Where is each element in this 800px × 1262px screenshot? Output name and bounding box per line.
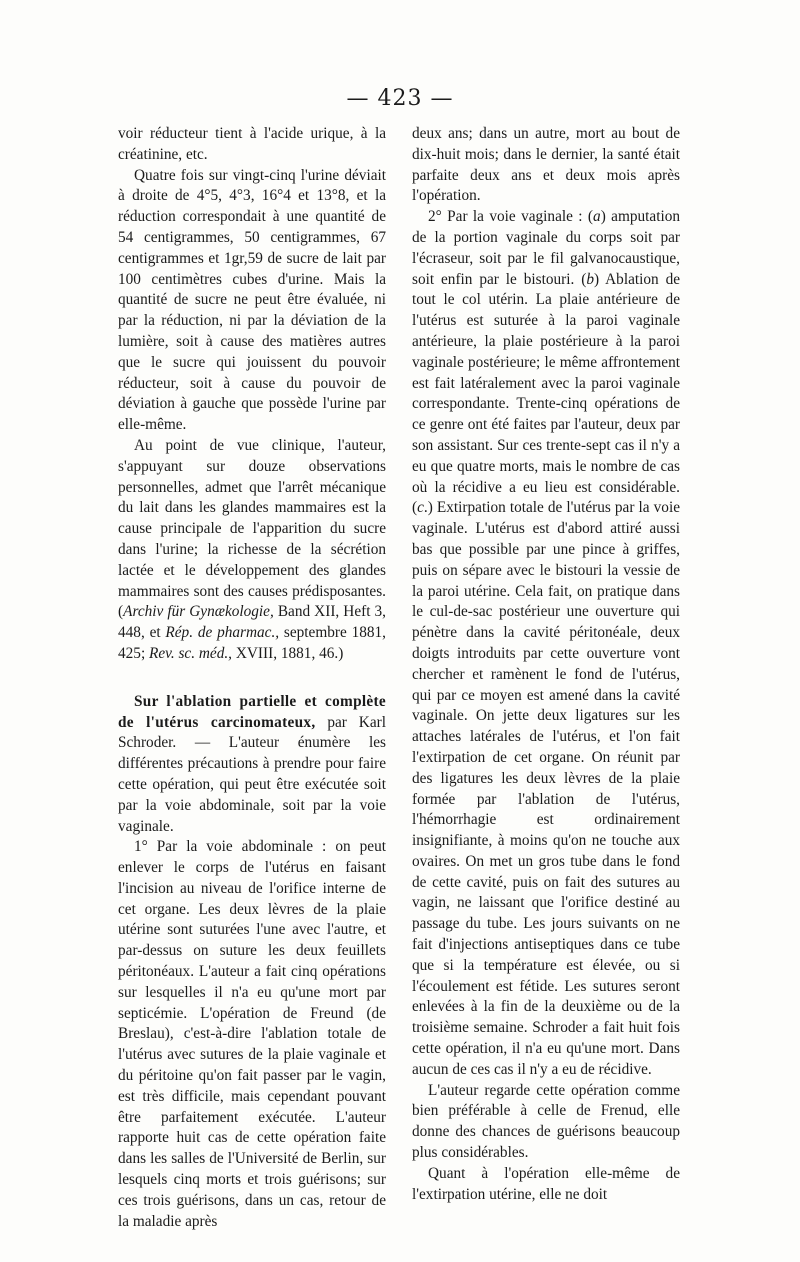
enum-letter: a (593, 208, 601, 226)
page-number: — 423 — (346, 86, 454, 111)
paragraph: L'auteur regarde cette opération comme bien préférable à celle de Frenud, elle donne des chances de guérisons beaucoup plus considérables. (412, 1081, 680, 1162)
paragraph-text: XVIII, 1881, 46.) (232, 644, 344, 662)
paragraph-text: par Karl Schroder. — L'auteur énumère les différentes précautions à prendre pour faire cette opération, qui peut être exécutée soit par la voie abdominale, soit par la voie vaginale. (118, 713, 386, 835)
paragraph-text: ) Ablation de tout le col utérin. La plaie antérieure de l'utérus est suturée à la paroi vaginale antérieure, la plaie postérieure à la paroi vaginale postérieure; le même affrontement est fait latéralement avec la paroi vaginale correspondante. Trente-cinq opérations de ce genre ont été faites par l'auteur, deux par son assistant. Sur ces trente-sept cas il n'y a eu que quatre morts, mais le nombre de cas où la récidive a eu lieu est considérable. ( (412, 270, 681, 517)
paragraph-text: Band XII, Heft 3, 448, et (118, 603, 386, 642)
paragraph-text: .) Extirpation totale de l'utérus par la voie vaginale. L'utérus est d'abord attiré aussi bas que possible par une pince à griffes, puis on sépare avec le bistouri la vessie de la paroi utérine. Cela fait, on pratique dans le cul-de-sac postérieur une ouverture qui pénètre dans la cavité péritonéale, deux doigts introduits par cette ouverture vont chercher et ramènent le fond de l'utérus, qui par ce moyen est amené dans la cavité vaginale. On jette deux ligatures sur les attaches latérales de l'utérus, et l'on fait l'extirpation de cet organe. On réunit par des ligatures les deux lèvres de la plaie formée par l'ablation de l'utérus, l'hémorrhagie est ordinairement insignifiante, à moins qu'on ne touche aux ovaires. On met un gros tube dans le fond de cette cavité, puis on fait des sutures au vagin, ne laissant que l'orifice destiné au passage du tube. Les jours suivants on ne fait d'injections antiseptiques dans ce tube que si la température est élevée, ou si l'écoulement est fétide. Les sutures seront enlevées à la fin de la deuxième ou de la troisième semaine. Schroder a fait huit fois cette opération, il n'a eu qu'une mort. Dans aucun de ces cas il n'y a eu de récidive. (412, 499, 680, 1078)
enum-letter: c (417, 499, 424, 517)
reference-title: Rev. sc. méd., (149, 644, 232, 662)
paragraph-text: Au point de vue clinique, l'auteur, s'appuyant sur douze observations personnelles, admet que l'arrêt mécanique du lait dans les glandes mammaires est la cause principale de l'apparition du sucre dans l'urine; la richesse de la sécrétion lactée et le développement des glandes mammaires sont des causes prédisposantes. ( (118, 436, 386, 621)
right-column (412, 124, 680, 1205)
paragraph-text: septembre 1881, 425; (118, 624, 386, 662)
paragraph-with-references (118, 436, 386, 665)
paragraph: Quant à l'opération elle-même de l'extirpation utérine, elle ne doit (412, 1164, 680, 1203)
section-gap (118, 665, 386, 692)
section-paragraph (118, 692, 386, 838)
paragraph: 1° Par la voie abdominale : on peut enlever le corps de l'utérus en faisant l'incision au niveau de l'orifice interne de cet organe. Les deux lèvres de la plaie utérine sont suturées l'une avec l'autre, et par-dessus on suture les deux feuillets péritonéaux. L'auteur a fait cinq opérations sur lesquelles il n'a eu qu'une mort par septicémie. L'opération de Freund (de Breslau), c'est-à-dire l'ablation totale de l'utérus avec sutures de la plaie vaginale et du péritoine qu'on fait passer par le vagin, est très difficile, mais cependant pouvant être parfaitement exécutée. L'auteur rapporte huit cas de cette opération faite dans les salles de l'Université de Berlin, sur lesquels cinq morts et trois guérisons; sur ces trois guérisons, dans un cas, retour de la maladie après (118, 838, 386, 1230)
left-column (118, 124, 386, 1232)
reference-title: Rép. de pharmac., (165, 624, 280, 642)
paragraph-text: 2° Par la voie vaginale : ( (428, 208, 594, 226)
paragraph-with-letters (412, 207, 680, 1080)
enum-letter: b (586, 270, 594, 288)
paragraph: Quatre fois sur vingt-cinq l'urine déviait à droite de 4°5, 4°3, 16°4 et 13°8, et la réduction correspondait à une quantité de 54 centigrammes, 50 centigrammes, 67 centigrammes et 1gr,59 de sucre de lait par 100 centimètres cubes d'urine. Mais la quantité de sucre ne peut être évaluée, ni par la réduction, ni par la déviation de la lumière, soit à cause des matières autres que le sucre qui jouissent du pouvoir réducteur, soit à cause du pouvoir de déviation à gauche que possède l'urine par elle-même. (118, 166, 386, 434)
reference-title: Archiv für Gynækologie, (123, 603, 274, 621)
paragraph-text: ) amputation de la portion vaginale du corps soit par l'écraseur, soit par le fil galvanocaustique, soit enfin par le bistouri. ( (412, 208, 680, 288)
paragraph: deux ans; dans un autre, mort au bout de dix-huit mois; dans le dernier, la santé était parfaite deux ans et deux mois après l'opération. (412, 125, 680, 205)
paragraph: voir réducteur tient à l'acide urique, à la créatinine, etc. (118, 125, 386, 163)
section-title: Sur l'ablation partielle et complète de l'utérus carcinomateux, (118, 692, 386, 731)
